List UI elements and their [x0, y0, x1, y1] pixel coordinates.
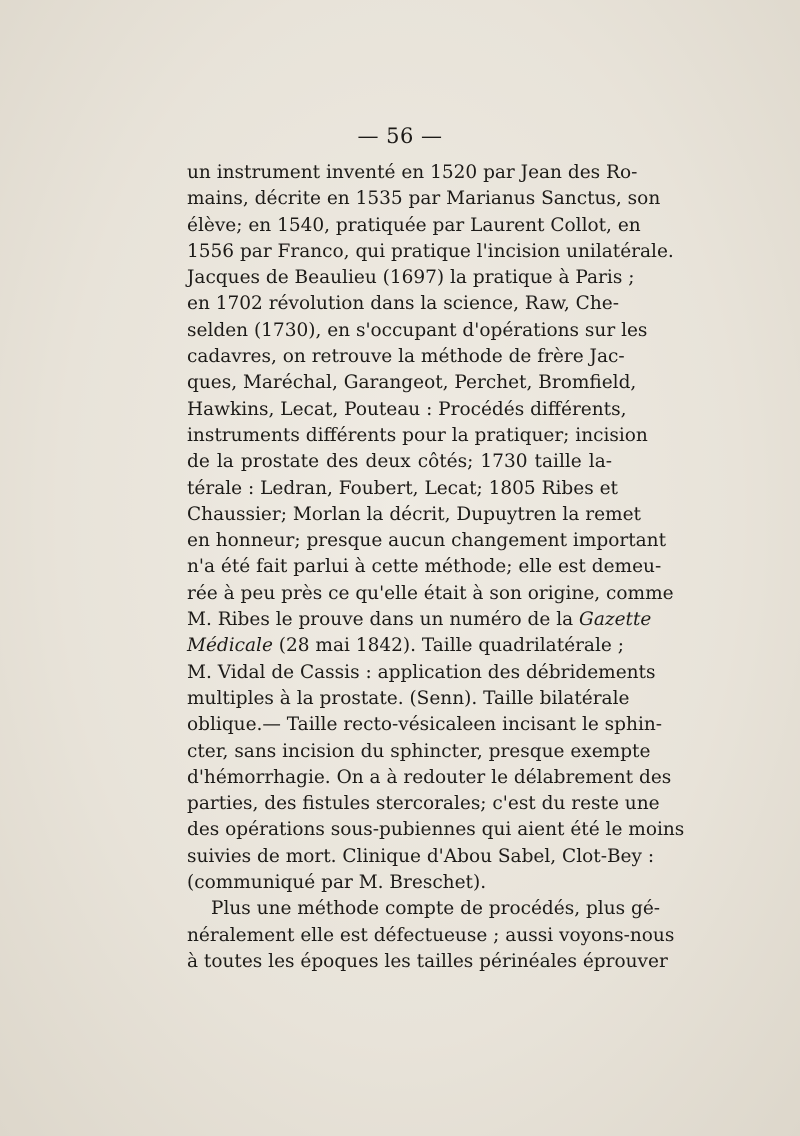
page-number: — 56 —: [357, 124, 443, 148]
text-line: multiples à la prostate. (Senn). Taille bilatérale: [187, 687, 630, 709]
text-line: térale : Ledran, Foubert, Lecat; 1805 Ribes et: [187, 477, 618, 499]
text-line: à toutes les époques les tailles périnéales éprouver: [187, 950, 668, 972]
text-span: (28 mai 1842). Taille quadrilatérale ;: [272, 635, 624, 657]
text-line: mains, décrite en 1535 par Marianus Sanctus, son: [187, 188, 661, 210]
text-line: élève; en 1540, pratiquée par Laurent Collot, en: [187, 214, 641, 236]
text-line: cter, sans incision du sphincter, presque exempte: [187, 740, 651, 762]
text-line: Plus une méthode compte de procédés, plus gé-: [211, 898, 661, 920]
text-span: M. Ribes le prouve dans un numéro de la: [187, 609, 580, 631]
text-line: Jacques de Beaulieu (1697) la pratique à Paris ;: [187, 267, 635, 289]
text-line: [187, 607, 652, 633]
text-line: instruments différents pour la pratiquer; incision: [187, 424, 648, 446]
text-line: selden (1730), en s'occupant d'opérations sur les: [187, 319, 648, 341]
text-line: néralement elle est défectueuse ; aussi voyons-nous: [187, 924, 675, 946]
text-line: d'hémorrhagie. On a à redouter le délabrement des: [187, 766, 672, 788]
text-line: parties, des fistules stercorales; c'est du reste une: [187, 793, 660, 815]
text-line: oblique.— Taille recto-vésicaleen incisant le sphin-: [187, 714, 663, 736]
text-line: Chaussier; Morlan la décrit, Dupuytren la remet: [187, 503, 641, 525]
text-line: M. Vidal de Cassis : application des débridements: [187, 661, 656, 683]
text-line: 1556 par Franco, qui pratique l'incision unilatérale.: [187, 240, 674, 262]
text-line: cadavres, on retrouve la méthode de frère Jac-: [187, 346, 625, 368]
journal-title-part: Médicale: [187, 635, 273, 657]
text-line: en honneur; presque aucun changement important: [187, 530, 667, 552]
text-line: Hawkins, Lecat, Pouteau : Procédés différents,: [187, 398, 627, 420]
journal-title-part: Gazette: [579, 609, 652, 631]
text-line: n'a été fait parlui à cette méthode; elle est demeu-: [187, 556, 662, 578]
text-line: des opérations sous-pubiennes qui aient été le moins: [187, 819, 685, 841]
text-line: en 1702 révolution dans la science, Raw, Che-: [187, 293, 619, 315]
text-line: rée à peu près ce qu'elle était à son origine, comme: [187, 582, 674, 604]
text-line: de la prostate des deux côtés; 1730 taille la-: [187, 451, 612, 473]
text-line: (communiqué par M. Breschet).: [187, 872, 487, 894]
text-line: suivies de mort. Clinique d'Abou Sabel, Clot-Bey :: [187, 845, 655, 867]
body-text: [187, 160, 685, 975]
text-line: [187, 633, 624, 659]
text-line: un instrument inventé en 1520 par Jean des Ro-: [187, 162, 638, 183]
text-line: ques, Maréchal, Garangeot, Perchet, Bromfield,: [187, 372, 637, 394]
